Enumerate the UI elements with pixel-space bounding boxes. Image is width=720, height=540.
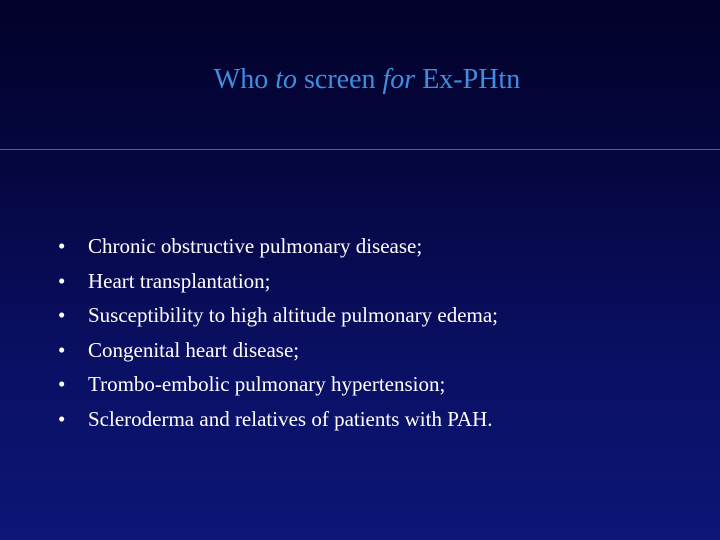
title-divider [0,149,720,150]
bullet-icon: • [58,372,66,397]
bullet-item-copd [58,234,498,269]
title-word-ex-phtn: Ex-PHtn [415,64,521,95]
title-word-who: Who [213,64,276,95]
bullet-text: Susceptibility to high altitude pulmonary edema; [88,303,499,328]
title-word-screen: screen [297,64,383,95]
bullet-item-heart-transplantation [58,269,498,304]
bullet-text: Chronic obstructive pulmonary disease; [88,234,423,258]
bullet-text: Heart transplantation; [88,268,271,293]
title-word-for: for [382,64,416,95]
bullet-item-congenital-heart-disease [58,338,498,373]
slide-title [0,64,720,96]
bullet-list [58,234,498,442]
bullet-icon: • [58,337,66,362]
bullet-item-thromboembolic-ph [58,372,498,407]
bullet-icon: • [58,268,66,293]
bullet-text: Trombo-embolic pulmonary hypertension; [88,372,446,397]
bullet-icon: • [58,406,66,431]
bullet-item-hape-susceptibility [58,303,498,338]
bullet-icon: • [58,303,66,328]
bullet-text: Scleroderma and relatives of patients with PAH. [88,406,493,431]
bullet-item-scleroderma-pah [58,407,498,442]
bullet-icon: • [58,234,66,258]
title-word-to: to [275,64,297,95]
bullet-text: Congenital heart disease; [88,337,300,362]
